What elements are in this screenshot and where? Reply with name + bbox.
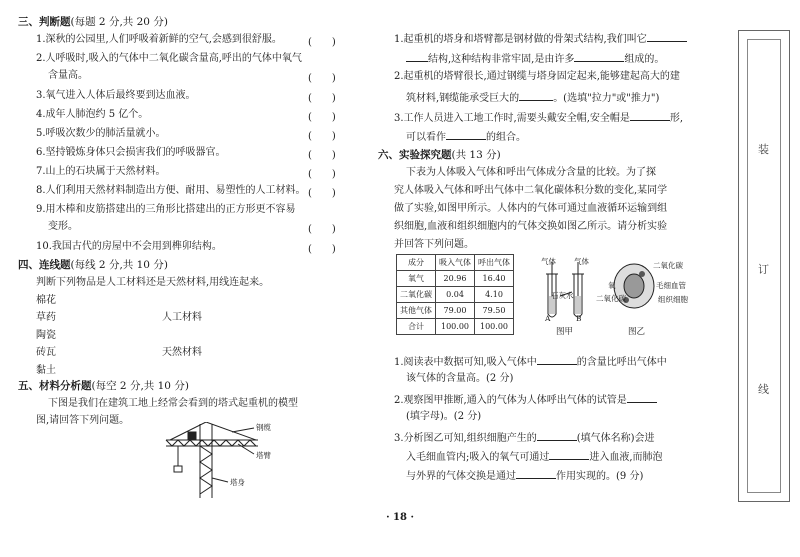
judge-answer-10[interactable]: ( ) bbox=[308, 244, 336, 255]
judge-item-4: 4.成年人肺泡约 5 亿个。 bbox=[36, 109, 149, 120]
binding-mark-zhuang: 装 bbox=[758, 143, 769, 156]
table-cell: 79.50 bbox=[475, 303, 514, 319]
binding-margin bbox=[738, 30, 790, 502]
material-q2-line2: 筑材料,钢缆能承受巨大的 。(选填"拉力"或"推力") bbox=[406, 89, 659, 105]
answer-blank[interactable] bbox=[516, 467, 556, 479]
answer-blank[interactable] bbox=[630, 109, 670, 121]
table-cell: 100.00 bbox=[436, 319, 475, 335]
material-intro-1: 下图是我们在建筑工地上经常会看到的塔式起重机的模型 bbox=[48, 398, 298, 409]
material-intro-2: 图,请回答下列问题。 bbox=[36, 415, 130, 426]
section-material-title: 五、材料分析题(每空 2 分,共 10 分) bbox=[18, 380, 189, 392]
section-link-title: 四、连线题(每线 2 分,共 10 分) bbox=[18, 259, 168, 271]
fig-jia-label-a: A bbox=[545, 314, 551, 323]
answer-blank[interactable] bbox=[537, 429, 577, 441]
experiment-intro-1: 下表为人体吸入气体和呼出气体成分含量的比较。为了探 bbox=[406, 167, 656, 178]
answer-blank[interactable] bbox=[549, 448, 589, 460]
material-q3-line1: 3.工作人员进入工地工作时,需要头戴安全帽,安全帽是 形, bbox=[394, 109, 683, 125]
judge-item-3: 3.氧气进入人体后最终要到达血液。 bbox=[36, 90, 196, 101]
link-target-natural[interactable]: 天然材料 bbox=[162, 347, 202, 358]
table-cell: 合计 bbox=[397, 319, 436, 335]
table-cell: 二氧化碳 bbox=[397, 287, 436, 303]
link-item-ceramic[interactable]: 陶瓷 bbox=[36, 330, 56, 341]
page-number: · 18 · bbox=[386, 512, 414, 523]
table-row bbox=[397, 287, 514, 303]
table-cell: 16.40 bbox=[475, 271, 514, 287]
fig-yi-cell: 组织细胞 bbox=[658, 295, 688, 304]
material-q1-line1: 1.起重机的塔身和塔臂都是钢材做的骨架式结构,我们叫它 bbox=[394, 30, 687, 46]
answer-blank[interactable] bbox=[446, 128, 486, 140]
table-header-row bbox=[397, 255, 514, 271]
section-experiment-title: 六、实验探究题(共 13 分) bbox=[378, 149, 501, 161]
fig-yi-co2-b: 二氧化碳 bbox=[596, 294, 626, 303]
judge-item-2-cont: 含量高。 bbox=[48, 70, 88, 81]
answer-blank[interactable] bbox=[574, 50, 624, 62]
table-header: 呼出气体 bbox=[475, 255, 514, 271]
judge-answer-8[interactable]: ( ) bbox=[308, 188, 336, 199]
crane-label-arm: 塔臂 bbox=[256, 451, 271, 460]
experiment-intro-2: 究人体吸入气体和呼出气体中二氧化碳体积分数的变化,某同学 bbox=[394, 185, 668, 196]
table-row bbox=[397, 319, 514, 335]
fig-jia-caption: 图甲 bbox=[556, 327, 574, 337]
judge-answer-2[interactable]: ( ) bbox=[308, 73, 336, 84]
answer-blank[interactable] bbox=[537, 353, 577, 365]
answer-blank[interactable] bbox=[406, 50, 428, 62]
table-cell: 氧气 bbox=[397, 271, 436, 287]
fig-jia-water: 石灰水 bbox=[551, 291, 574, 300]
fig-yi-caption: 图乙 bbox=[628, 327, 646, 337]
judge-answer-3[interactable]: ( ) bbox=[308, 93, 336, 104]
table-cell: 其他气体 bbox=[397, 303, 436, 319]
experiment-intro-3: 做了实验,如图甲所示。人体内的气体可通过血液循环运输到组 bbox=[394, 203, 668, 214]
experiment-q3-line1: 3.分析图乙可知,组织细胞产生的 (填气体名称)会进 bbox=[394, 429, 655, 445]
material-q1-line2: 结构,这种结构非常牢固,是由许多 组成的。 bbox=[406, 50, 664, 66]
binding-mark-ding: 订 bbox=[758, 263, 769, 276]
fig-yi-capillary: 毛细血管 bbox=[656, 281, 686, 290]
judge-answer-4[interactable]: ( ) bbox=[308, 112, 336, 123]
experiment-q3-line3: 与外界的气体交换是通过 作用实现的。(9 分) bbox=[406, 467, 643, 483]
fig-jia-gas-a: 气体 bbox=[541, 257, 556, 266]
answer-blank[interactable] bbox=[519, 89, 553, 101]
table-row bbox=[397, 303, 514, 319]
judge-answer-9[interactable]: ( ) bbox=[308, 224, 336, 235]
crane-label-cable: 钢缆 bbox=[256, 423, 271, 432]
link-item-herb[interactable]: 草药 bbox=[36, 312, 56, 323]
binding-mark-xian: 线 bbox=[758, 383, 769, 396]
crane-label-body: 塔身 bbox=[230, 478, 245, 487]
table-cell: 20.96 bbox=[436, 271, 475, 287]
judge-item-2: 2.人呼吸时,吸入的气体中二氧化碳含量高,呼出的气体中氧气 bbox=[36, 53, 302, 64]
answer-blank[interactable] bbox=[627, 391, 657, 403]
fig-yi-o2: 氧 bbox=[608, 281, 616, 290]
link-target-artificial[interactable]: 人工材料 bbox=[162, 312, 202, 323]
fig-yi-co2: 二氧化碳 bbox=[653, 261, 683, 270]
experiment-q2-line2: (填字母)。(2 分) bbox=[406, 411, 482, 422]
judge-item-9: 9.用木棒和皮筋搭建出的三角形比搭建出的正方形更不容易 bbox=[36, 204, 296, 215]
table-header: 成分 bbox=[397, 255, 436, 271]
answer-blank[interactable] bbox=[647, 30, 687, 42]
link-item-brick[interactable]: 砖瓦 bbox=[36, 347, 56, 358]
table-row bbox=[397, 271, 514, 287]
fig-jia-label-b: B bbox=[576, 314, 582, 323]
judge-item-10: 10.我国古代的房屋中不会用到榫卯结构。 bbox=[36, 241, 222, 252]
judge-item-5: 5.呼吸次数少的肺活量就小。 bbox=[36, 128, 166, 139]
link-item-cotton[interactable]: 棉花 bbox=[36, 295, 56, 306]
table-cell: 0.04 bbox=[436, 287, 475, 303]
material-q3-line2: 可以看作 的组合。 bbox=[406, 128, 526, 144]
judge-item-1: 1.深秋的公园里,人们呼吸着新鲜的空气,会感到很舒服。 bbox=[36, 34, 282, 45]
judge-answer-5[interactable]: ( ) bbox=[308, 131, 336, 142]
table-cell: 100.00 bbox=[475, 319, 514, 335]
table-cell: 4.10 bbox=[475, 287, 514, 303]
crane-figure bbox=[158, 422, 308, 500]
experiment-intro-4: 织细胞,血液和组织细胞内的气体交换如图乙所示。请分析实验 bbox=[394, 221, 668, 232]
gas-table bbox=[396, 254, 514, 335]
table-cell: 79.00 bbox=[436, 303, 475, 319]
judge-item-9-cont: 变形。 bbox=[48, 221, 78, 232]
experiment-q2-line1: 2.观察图甲推断,通入的气体为人体呼出气体的试管是 bbox=[394, 391, 657, 407]
judge-answer-6[interactable]: ( ) bbox=[308, 150, 336, 161]
experiment-q3-line2: 入毛细血管内;吸入的氧气可通过 进入血液,而肺泡 bbox=[406, 448, 663, 464]
figure-yi-diagram bbox=[612, 256, 656, 316]
link-intro: 判断下列物品是人工材料还是天然材料,用线连起来。 bbox=[36, 277, 270, 288]
judge-item-6: 6.坚持锻炼身体只会损害我们的呼吸器官。 bbox=[36, 147, 226, 158]
fig-jia-gas-b: 气体 bbox=[574, 257, 589, 266]
material-q2-line1: 2.起重机的塔臂很长,通过钢缆与塔身固定起来,能够建起高大的建 bbox=[394, 71, 680, 82]
judge-answer-1[interactable]: ( ) bbox=[308, 37, 336, 48]
experiment-q1-line2: 该气体的含量高。(2 分) bbox=[406, 373, 514, 384]
experiment-q1-line1: 1.阅读表中数据可知,吸入气体中 的含量比呼出气体中 bbox=[394, 353, 667, 369]
experiment-intro-5: 并回答下列问题。 bbox=[394, 239, 474, 250]
judge-item-8: 8.人们利用天然材料制造出方便、耐用、易塑性的人工材料。 bbox=[36, 185, 306, 196]
judge-item-7: 7.山上的石块属于天然材料。 bbox=[36, 166, 166, 177]
link-item-clay[interactable]: 黏土 bbox=[36, 365, 56, 376]
section-judge-title: 三、判断题(每题 2 分,共 20 分) bbox=[18, 16, 168, 28]
judge-answer-7[interactable]: ( ) bbox=[308, 169, 336, 180]
table-header: 吸入气体 bbox=[436, 255, 475, 271]
